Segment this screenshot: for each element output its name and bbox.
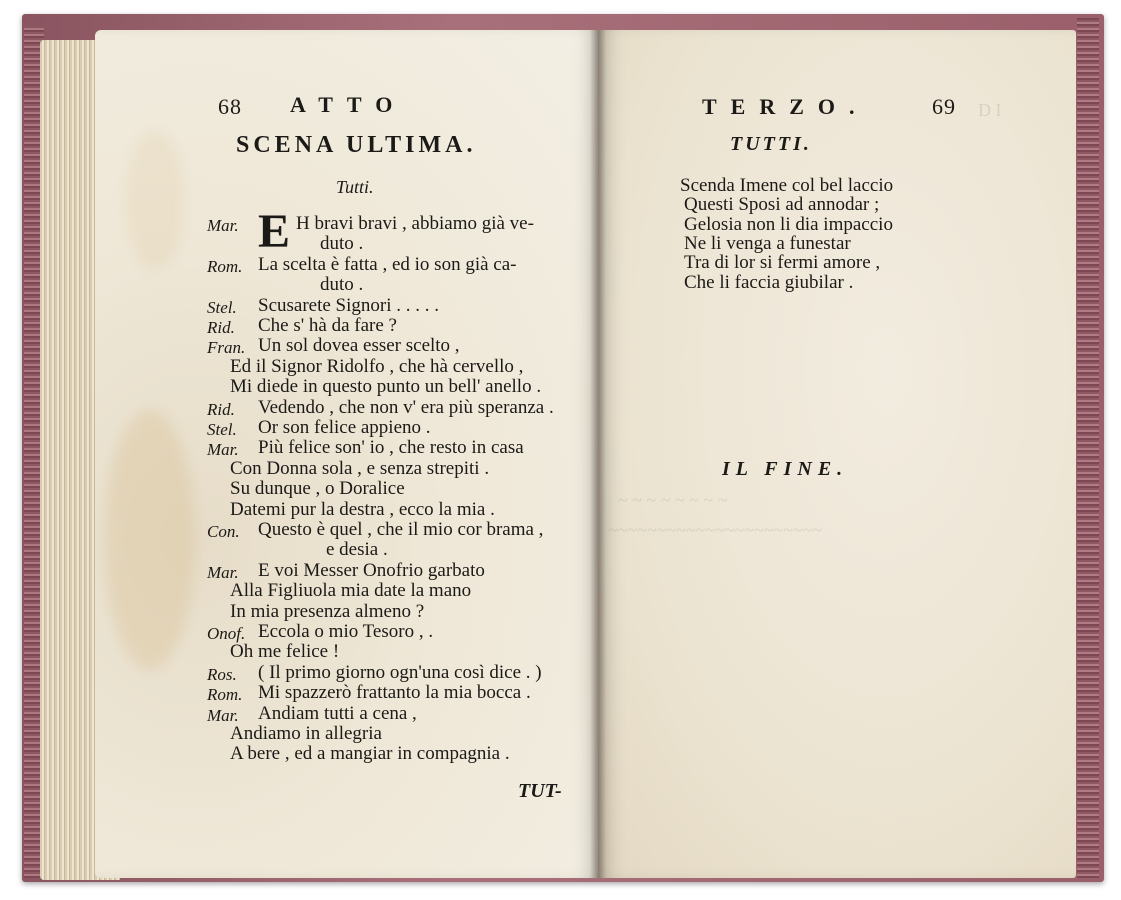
cover-edge-right xyxy=(1077,18,1099,878)
dialogue-line: Mi spazzerò frattanto la mia bocca . xyxy=(258,682,531,704)
chorus-label-right: TUTTI. xyxy=(730,133,812,155)
dialogue-line: Andiam tutti a cena , xyxy=(258,702,417,724)
dialogue-line: Or son felice appieno . xyxy=(258,417,431,438)
dialogue-line: E voi Messer Onofrio garbato xyxy=(258,559,485,581)
dialogue-line: Eccola o mio Tesoro , . xyxy=(258,621,434,642)
speaker-label: Mar. xyxy=(207,705,239,725)
dialogue-line: ( Il primo giorno ogn'una così dice . ) xyxy=(258,661,542,683)
verse-line: Che li faccia giubilar . xyxy=(684,271,854,293)
dialogue-line: e desia . xyxy=(326,539,388,561)
foxing-stain xyxy=(105,410,195,670)
dialogue-line: La scelta è fatta , ed io son già ca- xyxy=(258,253,517,275)
verse-line: Questi Sposi ad annodar ; xyxy=(684,194,880,216)
speaker-label: Mar. xyxy=(207,216,239,235)
dialogue-line: Vedendo , che non v' era più speranza . xyxy=(258,396,554,418)
verse-line: Tra di lor si fermi amore , xyxy=(684,252,881,274)
speaker-label: Rid. xyxy=(207,399,235,419)
speaker-label: Fran. xyxy=(207,338,246,358)
dialogue-line: Alla Figliuola mia date la mano xyxy=(230,580,472,602)
dialogue-line: Che s' hà da fare ? xyxy=(258,315,397,336)
book-gutter xyxy=(590,30,606,878)
scene-title: SCENA ULTIMA. xyxy=(236,132,477,158)
show-through-text: ~~~~~~~~~~~~~~~~~~~~~~ xyxy=(608,520,823,540)
dialogue-line: Su dunque , o Doralice xyxy=(230,478,405,500)
speaker-label: Mar. xyxy=(207,562,239,582)
dialogue-line: Scusarete Signori . . . . . xyxy=(258,294,440,316)
dialogue-line: Datemi pur la destra , ecco la mia . xyxy=(230,498,495,520)
foxing-stain xyxy=(125,130,185,270)
dialogue-line: In mia presenza almeno ? xyxy=(230,600,425,622)
dialogue-line: Un sol dovea esser scelto , xyxy=(258,335,460,357)
dialogue-line: Oh me felice ! xyxy=(230,641,340,663)
speaker-label: Stel. xyxy=(207,420,237,439)
speaker-label: Rid. xyxy=(207,318,235,337)
dialogue-line: Ed il Signor Ridolfo , che hà cervello , xyxy=(230,355,524,377)
verse-line: Scenda Imene col bel laccio xyxy=(680,175,894,196)
speaker-label: Onof. xyxy=(207,624,246,643)
speaker-label: Ros. xyxy=(207,664,237,684)
dialogue-line: H bravi bravi , abbiamo già ve- xyxy=(296,213,534,234)
show-through-text: ~ ~ ~ ~ ~ ~ ~ ~ xyxy=(618,490,728,510)
right-page xyxy=(598,30,1076,878)
speaker-label: Rom. xyxy=(207,256,243,276)
dialogue-line: Andiamo in allegria xyxy=(230,723,382,744)
dialogue-line: Più felice son' io , che resto in casa xyxy=(258,437,524,459)
verse-line: Gelosia non li dia impaccio xyxy=(684,213,893,235)
speaker-label: Rom. xyxy=(207,685,243,705)
show-through-text: D I xyxy=(978,100,1002,120)
speaker-label: Con. xyxy=(207,522,240,541)
speaker-label: Mar. xyxy=(207,440,239,460)
dialogue-line: A bere , ed a mangiar in compagnia . xyxy=(230,743,510,765)
dialogue-line: duto . xyxy=(320,233,364,255)
running-head-left: ATTO xyxy=(290,92,407,117)
speaker-label: Stel. xyxy=(207,297,237,317)
dialogue-line: Questo è quel , che il mio cor brama , xyxy=(258,519,544,540)
catchword: TUT- xyxy=(518,780,562,802)
dialogue-line: duto . xyxy=(320,274,364,296)
right-page-number: 69 xyxy=(932,94,956,119)
dialogue-line: Mi diede in questo punto un bell' anello . xyxy=(230,376,542,398)
drop-cap: E xyxy=(258,205,291,258)
end-mark: IL FINE. xyxy=(722,458,849,480)
verse-line: Ne li venga a funestar xyxy=(684,232,851,254)
running-head-right: TERZO. xyxy=(702,94,869,119)
dialogue-line: Con Donna sola , e senza strepiti . xyxy=(230,457,490,479)
left-page-number: 68 xyxy=(218,94,242,119)
chorus-label: Tutti. xyxy=(336,177,374,197)
